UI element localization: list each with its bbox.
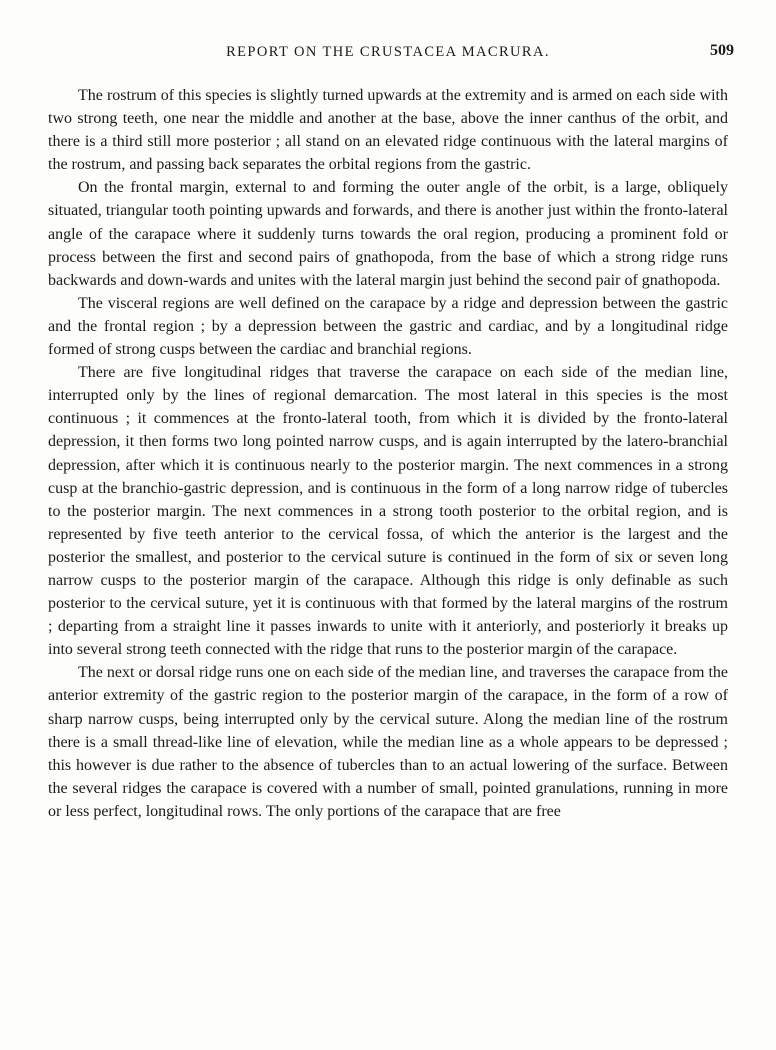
- running-title: REPORT ON THE CRUSTACEA MACRURA.: [226, 44, 550, 60]
- body-text: [48, 84, 728, 823]
- paragraph-visceral-regions: The visceral regions are well defined on the carapace by a ridge and depression between the gastric and the frontal region ; by a depression between the gastric and cardiac, and by a longitudinal ridge formed of strong cusps between the cardiac and branchial regions.: [48, 294, 728, 359]
- page-header: [48, 34, 734, 64]
- paragraph-dorsal-ridge: The next or dorsal ridge runs one on each side of the median line, and traverses the carapace from the anterior extremity of the gastric region to the posterior margin of the carapace, in the form of a row of sharp narrow cusps, being interrupted only by the cervical suture. Along the median line of the rostrum there is a small thread-like line of elevation, while the median line as a whole appears to be depressed ; this however is due rather to the absence of tubercles than to an actual lowering of the surface. Between the several ridges the carapace is covered with a number of small, pointed granulations, running in more or less perfect, longitudinal rows. The only portions of the carapace that are free: [48, 664, 728, 820]
- paragraph-rostrum: The rostrum of this species is slightly turned upwards at the extremity and is armed on each side with two strong teeth, one near the middle and another at the base, above the inner canthus of the orbit, and there is a third still more posterior ; all stand on an elevated ridge continuous with the lateral margins of the rostrum, and passing back separates the orbital regions from the gastric.: [48, 87, 728, 174]
- paragraph-longitudinal-ridges: There are five longitudinal ridges that traverse the carapace on each side of the median line, interrupted only by the lines of regional demarcation. The most lateral in this species is the most continuous ; it commences at the fronto-lateral tooth, from which it is divided by the fronto-lateral depression, it then forms two long pointed narrow cusps, and is again interrupted by the latero-branchial depression, after which it is continuous nearly to the posterior margin. The next commences in a strong cusp at the branchio-gastric depression, and is continuous in the form of a long narrow ridge of tubercles to the posterior margin. The next commences in a strong tooth posterior to the orbital region, and is represented by five teeth anterior to the cervical fossa, of which the anterior is the largest and the posterior the smallest, and posterior to the cervical suture is continued in the form of six or seven long narrow cusps to the posterior margin of the carapace. Although this ridge is only definable as such posterior to the cervical suture, yet it is continuous with that formed by the lateral margins of the rostrum ; departing from a straight line it passes inwards to unite with it anteriorly, and posteriorly it breaks up into several strong teeth connected with the ridge that runs to the posterior margin of the carapace.: [48, 364, 728, 659]
- book-page: [48, 34, 734, 823]
- paragraph-frontal-margin: On the frontal margin, external to and forming the outer angle of the orbit, is a large, obliquely situated, triangular tooth pointing upwards and forwards, and there is another just within the fronto-lateral angle of the carapace where it suddenly turns towards the oral region, producing a prominent fold or process between the first and second pairs of gnathopoda, from the base of which a strong ridge runs backwards and down-wards and unites with the lateral margin just behind the second pair of gnathopoda.: [48, 179, 728, 289]
- page-number: 509: [710, 42, 734, 59]
